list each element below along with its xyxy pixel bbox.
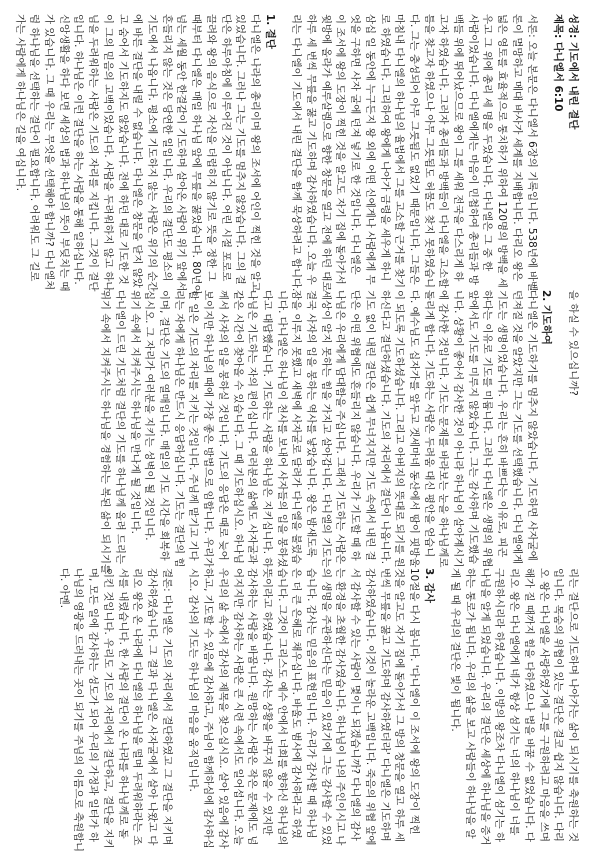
- text-line: 번씩 무릎을 꿇고 기도하며 감사하였더라' 다니엘은 기도하며: [378, 568, 391, 842]
- text-line: 시오. 감사의 기도는 하나님의 마음을 움직입니다.: [187, 568, 200, 792]
- text-line: 이 조서에 왕의 도장이 찍힌 것을 알고도 자기 집에 돌아가서: [334, 14, 347, 285]
- text-line: 있었습니다. 그러나 그는 기도를 멈추지 않았습니다. 그의 결: [234, 14, 247, 285]
- text-line: 니다. 다니엘은 하나님이 천사를 보내어 사자들의 입을 봉하셨: [275, 290, 288, 568]
- text-line: 같은 시간이 찾아올 수 있습니다. 그 때 기도하십시오. 하나님: [231, 290, 244, 564]
- text-line: 리오 왕은 다니엘에게 네가 항상 섬기는 너의 하나님이 너를: [508, 568, 521, 836]
- section-heading: 1. 결단: [263, 14, 276, 49]
- text-line: 다니엘은 나라의 총리이며 왕의 조서에 어인이 찍힌 것을 알고: [248, 14, 261, 292]
- text-line: 이며, 결단은 기도의 열매입니다. 매일의 기도 시간을 회복하: [158, 290, 171, 561]
- text-line: 님을 두려워하는 사람은 기도의 자리를 지킵니다. 그것이 결단: [87, 14, 100, 292]
- text-line: 하루 세 번씩 무릎을 꿇고 기도하며 감사하였습니다. 오늘 우: [305, 14, 318, 285]
- text-line: 이킨 것입니다. 우리도 기도의 자리에서 결단하고, 결단을 지키: [101, 568, 114, 849]
- text-line: 구원하시리라 하였습니다. 이방의 왕조차 다니엘이 섬기는 하: [493, 568, 506, 843]
- text-line: 10절을 다시 봅니다. '다니엘이 이 조서에 왕의 도장이 찍힌: [407, 568, 420, 835]
- paragraph-gap: [553, 290, 565, 552]
- text-line: 럼 하나님을 선택하는 결단이 필요합니다. 어려워도 그 길로: [28, 14, 41, 282]
- text-line: 리오 왕은 온 나라에 다니엘의 하나님을 떨며 두려워하라는 조: [131, 568, 144, 846]
- text-line: 돌리게 합니다. 기도하는 사람은 두려움 대신 평안을 얻습니: [422, 290, 435, 558]
- paragraph-gap: [539, 14, 551, 276]
- text-line: 위기 속에서 지켜주시는 하나님을 경험하는 복된 삶이 되시기를: [99, 290, 112, 575]
- text-line: 하고, 기도할 수 있음에 감사하고, 주님이 함께하심에 감사하십: [202, 568, 215, 849]
- text-line: 게 될 때 우리의 결단은 빛이 됩니다.: [449, 568, 462, 732]
- text-line: 단은 하루아침에 이루어진 것이 아닙니다. 어린 시절 포로로: [219, 14, 232, 282]
- text-line: 은 더 큰 은혜로 채우십니다. 바울도 범사에 감사하라고 하였: [290, 568, 303, 839]
- column-left: [13, 14, 580, 295]
- text-line: 서를 내렸습니다. 한 사람의 결단이 온 나라를 하나님께로 돌: [116, 568, 129, 839]
- text-line: 가는 사람에게 하나님은 길을 여십니다.: [13, 14, 26, 192]
- text-line: 던져질 것을 알았지만 그는 기도를 선택했습니다. 다니엘에게: [510, 290, 523, 565]
- text-line: 다. 그는 충성되어 아무 그릇됨도 없었기 때문입니다. 그들은: [407, 14, 420, 285]
- text-line: 나님은 기도하는 자의 편이십니다. 여러분의 삶에도 사자굴과: [246, 290, 259, 565]
- text-line: 어지지만 감사하는 사람은 큰 시련 속에서도 일어섭니다. 오늘: [231, 568, 244, 846]
- text-line: 백들 위에 뛰어났으므로 왕이 그를 세워 전국을 다스리게 하: [452, 14, 465, 282]
- column-right: [20, 568, 580, 852]
- text-line: 나님의 영광을 드러내는 곳이 되기를 주님의 이름으로 축원합니: [72, 568, 85, 852]
- text-line: 삼십 일 동안에 누구든지 왕 외에 어떤 신에게나 사람에게 무: [363, 14, 376, 285]
- text-line: 앞에서도 기도를 미루지 않았습니다. 그는 감사하며 기도했습: [466, 290, 479, 565]
- text-line: 고 숨어서 기도하지도 않았습니다. 전에 하던 대로 기도한 것: [116, 14, 129, 285]
- text-line: 습니다. 감사는 믿음의 표현입니다. 우리가 감사할 때 하나님: [305, 568, 318, 839]
- text-line: 넓은 영토를 효율적으로 통치하기 위하여 120명의 방백을 세: [496, 14, 509, 288]
- text-line: 끌려와 왕의 음식으로 자신을 더럽히지 않기로 뜻을 정한 그: [204, 14, 217, 282]
- section-heading: 3. 감사: [422, 568, 435, 603]
- text-line: 이 되도록 기도하셨습니다. 그리고 아버지의 뜻대로 되기를 원: [393, 290, 406, 568]
- text-line: 는 환경을 초월한 감사였습니다. 하나님이 나의 주인이시고 나: [334, 568, 347, 846]
- text-line: 가 있습니다. 그 때 우리는 무엇을 선택해야 합니까? 다니엘처: [43, 14, 56, 291]
- text-line: 뜻이라고 하였습니다. 감사는 상황을 바꾸지 않을 수 있지만: [260, 568, 273, 836]
- text-line: 결론: 다니엘은 기도의 자리에서 결단하였고 그 결단을 지키며: [160, 568, 173, 846]
- text-line: 론이 멸망하고 메대 바사가 세계를 지배합니다. 다리오 왕은: [510, 14, 523, 282]
- text-line: 나님은 우리에게 담대함을 주십니다. 그래서 기도하는 사람은: [334, 290, 347, 565]
- text-line: 서론: 오늘 본문은 다니엘서 6장의 기록입니다. 538년에 바벨: [525, 14, 538, 292]
- text-line: 리는 자에게 하나님은 반드시 응답하십니다. 기도는 결단의 힘: [172, 290, 185, 568]
- section-heading: 성경: 기도에서 내린 결단: [567, 14, 579, 130]
- column-middle: [20, 290, 580, 575]
- section-heading: 2. 기도하여: [540, 290, 553, 345]
- text-line: 리는 다니엘이 기도에서 내린 결단을 함께 묵상하려고 합니다.: [290, 14, 303, 292]
- text-line: 니다. 상황이 좋아서 감사한 것이 아니라 하나님이 살아계시기: [452, 290, 465, 568]
- text-line: 할 일은 기도의 자리를 지키는 것입니다. 주님께 맡기고 기다: [187, 290, 200, 561]
- text-line: 하신다고 결단하셨습니다. 기도의 자리에서 결단이 나옵니다.: [378, 290, 391, 565]
- text-line: 다니엘이 드린 기도처럼 결단의 기도를 하나님께 올려 드리는: [113, 290, 126, 565]
- text-line: 하는 통로가 됩니다. 우리의 삶을 보고 사람들이 하나님을 알: [464, 568, 477, 839]
- text-line: 기도에서 나옵니다. 평소에 기도하지 않는 사람은 위기의 순간: [146, 14, 159, 292]
- text-line: 해가 질 때까지 힘을 다하였으나 법을 바꿀 수 없었습니다. 다: [522, 568, 535, 842]
- text-line: 넘는 세월 동안 한결같이 기도하며 살아온 사람이 위기 앞에서: [175, 14, 188, 292]
- text-line: 것을 알고도 자기 집에 돌아가서 그 방의 창문을 열고 하루 세: [393, 568, 406, 842]
- text-line: 윗방에 올라가 예루살렘으로 향한 창문을 열고 전에 하던 대로: [319, 14, 332, 292]
- text-line: 위기 속에서 지켜주시는 하나님을 만나게 될 것입니다.: [128, 290, 141, 534]
- text-line: 오 왕은 다니엘을 사랑하였기에 그를 구원하려고 마음을 쓰며: [537, 568, 550, 843]
- text-line: 다. 아멘.: [57, 568, 70, 609]
- text-line: 우리의 삶 속에서 감사의 제목을 찾으십시오. 살아 있음에 감사: [216, 568, 229, 849]
- text-line: 잠을 이루지 못했고 새벽에 사자굴로 달려가 다니엘을 불렀습: [290, 290, 303, 565]
- text-line: 다니엘은 기도하기를 멈추지 않았습니다. 기도하면 사자굴에: [525, 290, 538, 561]
- text-line: 신앙생활을 하다 보면 세상의 법과 하나님의 뜻이 부딪치는 때: [57, 14, 70, 292]
- text-line: 서 감사할 수 있는 사람이 몇이나 되겠습니까? 다니엘의 감사: [349, 568, 362, 841]
- text-line: 리는 결단으로 기도하며 나아가는 삶이 되시기를 축원하는 것: [567, 568, 579, 843]
- text-line: 에 감사한 것입니다. 기도는 문제를 바라보는 눈을 하나님께로: [437, 290, 450, 568]
- paragraph-gap: [436, 568, 448, 830]
- text-line: 엇을 구하면 사자 굴에 던져 넣기로 한 것입니다. 다니엘은: [349, 14, 362, 275]
- text-line: 하다는 이유로 기도를 미룹니다. 그러나 다니엘은 생명의 위협: [481, 290, 494, 568]
- paragraph-gap: [174, 568, 186, 830]
- text-line: 보이지만 하나님의 때에 가장 좋은 방법으로 임합니다. 우리가: [202, 290, 215, 568]
- text-line: 다고 대답했습니다. 기도하는 사람을 하나님은 지키십니다. 하: [260, 290, 273, 568]
- text-line: 감사하는 사람을 바꿉니다. 원망하는 사람은 작은 문제에도 넘: [246, 568, 259, 846]
- text-line: 습니다. 그것이 그리스도 예수 안에서 너희를 향하신 하나님의: [275, 568, 288, 846]
- text-line: 이 그의 믿음의 고백이었습니다. 사람을 두려워하지 않고 하나: [101, 14, 114, 292]
- text-line: 을 하실 수 있으십니까?: [567, 290, 579, 396]
- text-line: 고자 하였습니다. 그러자 총리들과 방백들이 다니엘을 고소할: [437, 14, 450, 289]
- text-line: 사람이었습니다. 다니엘에게는 마음이 민첩하여 총리들과 방: [466, 14, 479, 285]
- text-line: 입니다. 목숨의 위협이 있는 결단은 결코 쉽지 않습니다. 다리: [552, 568, 565, 842]
- paragraph-gap: [277, 14, 289, 276]
- text-line: 나님을 알게 되었습니다. 우리의 결단은 세상에 하나님을 증거: [478, 568, 491, 846]
- text-line: 틈을 찾고자 하였으나 아무 그릇됨도 허물도 찾지 못하였습니: [422, 14, 435, 289]
- text-line: 우고 그 위에 총리 세 명을 두었습니다. 다니엘은 그 중 한: [481, 14, 494, 272]
- text-line: 마침내 다니엘의 하나님의 율법에서 그를 고소할 근거를 찾기: [393, 14, 406, 289]
- text-line: 에 바른 결단을 내릴 수 없습니다. 다니엘은 창문을 닫지 않았: [131, 14, 144, 288]
- text-line: 십시오. 그 자리가 여러분을 지키는 성벽이 될 것입니다.: [143, 290, 156, 541]
- text-line: 로 하였습니다. 그리하여 왕에게 나아가 금령을 세우게 하니: [378, 14, 391, 282]
- text-line: 며, 모든 일에 감사하는 성도가 되어 우리의 가정과 일터가 하: [87, 568, 100, 842]
- text-line: 감사하였습니다. 그 결과 다니엘은 사자굴에서 살아 나왔고 다: [146, 568, 159, 846]
- text-line: 세상이 알지 못하는 힘을 가지고 살아갑니다. 다니엘의 기도는: [319, 290, 332, 568]
- text-line: 때부터 다니엘은 매일 하나님 앞에 무릎을 꿇었습니다. 80년이: [190, 14, 203, 295]
- text-line: 흔들리지 않는 것은 당연한 일입니다. 우리의 결단도 평소의: [160, 14, 173, 282]
- text-line: 의 생명을 주관하신다는 믿음이 있었기에 그는 감사할 수 있었: [319, 568, 332, 846]
- text-line: 다. 예수님도 십자가를 앞두고 겟세마네 동산에서 땀이 핏방울: [407, 290, 420, 568]
- text-line: 결국 사자의 입을 봉하는 역사를 낳았습니다. 왕은 밤새도록: [305, 290, 318, 558]
- text-line: 감사하였습니다. 이것이 놀라운 고백입니다. 죽음의 위협 앞에: [363, 568, 376, 846]
- text-line: 께서 사자의 입을 봉하실 것입니다. 기도의 응답은 때로 늦어: [216, 290, 229, 561]
- section-heading: 제목: 다니엘서 6:10: [552, 14, 565, 112]
- text-line: 기도 없이 내린 결단은 쉽게 무너지지만 기도 속에서 내린 결: [363, 290, 376, 561]
- text-line: 단은 어떤 위협에도 흔들리지 않습니다. 우리가 기도할 때 하: [349, 290, 362, 561]
- text-line: 기도는 생명이었습니다. 우리는 흔히 바쁘다는 이유로, 피곤: [496, 290, 509, 558]
- text-line: 입니다. 하나님은 이런 결단을 하는 사람을 통해 일하십니다.: [72, 14, 85, 285]
